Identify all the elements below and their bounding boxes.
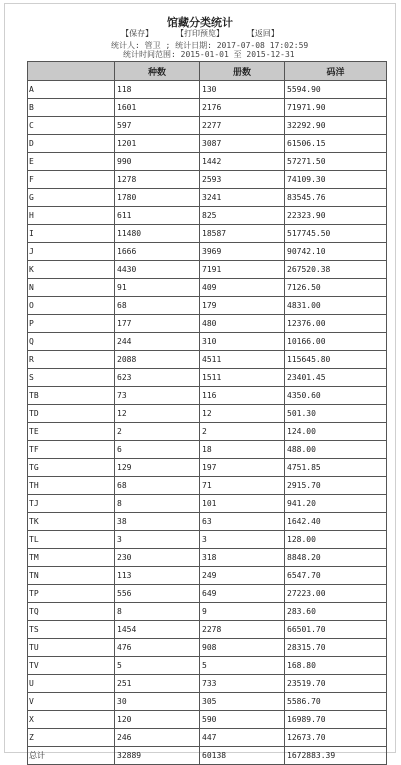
cell-titles: 4430 xyxy=(115,261,200,279)
cell-volumes: 3 xyxy=(200,531,285,549)
cell-volumes: 318 xyxy=(200,549,285,567)
table-row xyxy=(28,423,387,441)
cell-titles: 1278 xyxy=(115,171,200,189)
table-row xyxy=(28,567,387,585)
cell-category: TQ xyxy=(28,603,115,621)
cell-volumes: 2593 xyxy=(200,171,285,189)
header-volumes: 册数 xyxy=(200,62,285,81)
cell-price: 66501.70 xyxy=(285,621,387,639)
cell-price: 168.80 xyxy=(285,657,387,675)
cell-volumes: 310 xyxy=(200,333,285,351)
table-row xyxy=(28,207,387,225)
table-row xyxy=(28,459,387,477)
cell-category: TJ xyxy=(28,495,115,513)
cell-category: S xyxy=(28,369,115,387)
cell-price: 283.60 xyxy=(285,603,387,621)
cell-category: TK xyxy=(28,513,115,531)
cell-category: TE xyxy=(28,423,115,441)
cell-price: 23519.70 xyxy=(285,675,387,693)
cell-titles: 120 xyxy=(115,711,200,729)
cell-volumes: 3087 xyxy=(200,135,285,153)
table-row xyxy=(28,387,387,405)
cell-price: 23401.45 xyxy=(285,369,387,387)
table-row xyxy=(28,477,387,495)
cell-volumes: 116 xyxy=(200,387,285,405)
cell-category: I xyxy=(28,225,115,243)
cell-category: Z xyxy=(28,729,115,747)
cell-price: 501.30 xyxy=(285,405,387,423)
action-bar xyxy=(5,28,395,39)
table-row xyxy=(28,603,387,621)
stat-range: 统计时间范围: 2015-01-01 至 2015-12-31 xyxy=(123,50,295,59)
cell-titles: 38 xyxy=(115,513,200,531)
cell-category: J xyxy=(28,243,115,261)
cell-price: 4751.85 xyxy=(285,459,387,477)
table-row xyxy=(28,189,387,207)
cell-price: 115645.80 xyxy=(285,351,387,369)
cell-price: 941.20 xyxy=(285,495,387,513)
table-row xyxy=(28,225,387,243)
table-row xyxy=(28,117,387,135)
cell-volumes: 249 xyxy=(200,567,285,585)
cell-volumes: 305 xyxy=(200,693,285,711)
cell-titles: 1601 xyxy=(115,99,200,117)
table-row xyxy=(28,405,387,423)
cell-price: 22323.90 xyxy=(285,207,387,225)
cell-category: X xyxy=(28,711,115,729)
cell-price: 10166.00 xyxy=(285,333,387,351)
cell-price: 74109.30 xyxy=(285,171,387,189)
cell-titles: 30 xyxy=(115,693,200,711)
cell-titles: 246 xyxy=(115,729,200,747)
cell-volumes: 9 xyxy=(200,603,285,621)
cell-category: O xyxy=(28,297,115,315)
cell-price: 57271.50 xyxy=(285,153,387,171)
cell-titles: 2 xyxy=(115,423,200,441)
cell-volumes: 197 xyxy=(200,459,285,477)
cell-volumes: 3969 xyxy=(200,243,285,261)
cell-price: 267520.38 xyxy=(285,261,387,279)
table-header-row xyxy=(28,62,387,81)
table-row xyxy=(28,729,387,747)
page-title: 馆藏分类统计 xyxy=(167,17,233,29)
cell-titles: 73 xyxy=(115,387,200,405)
cell-volumes: 590 xyxy=(200,711,285,729)
cell-price: 61506.15 xyxy=(285,135,387,153)
cell-category: Q xyxy=(28,333,115,351)
cell-titles: 113 xyxy=(115,567,200,585)
cell-volumes: 60138 xyxy=(200,747,285,765)
cell-titles: 1454 xyxy=(115,621,200,639)
cell-volumes: 7191 xyxy=(200,261,285,279)
cell-titles: 32889 xyxy=(115,747,200,765)
cell-titles: 476 xyxy=(115,639,200,657)
cell-titles: 8 xyxy=(115,603,200,621)
cell-price: 16989.70 xyxy=(285,711,387,729)
cell-category: TN xyxy=(28,567,115,585)
cell-price: 32292.90 xyxy=(285,117,387,135)
cell-volumes: 4511 xyxy=(200,351,285,369)
back-link[interactable]: 【返回】 xyxy=(246,29,279,38)
cell-volumes: 18 xyxy=(200,441,285,459)
table-row xyxy=(28,549,387,567)
cell-price: 7126.50 xyxy=(285,279,387,297)
cell-titles: 611 xyxy=(115,207,200,225)
cell-volumes: 480 xyxy=(200,315,285,333)
cell-category: H xyxy=(28,207,115,225)
cell-price: 1642.40 xyxy=(285,513,387,531)
cell-price: 4831.00 xyxy=(285,297,387,315)
table-row xyxy=(28,693,387,711)
cell-category: G xyxy=(28,189,115,207)
cell-titles: 118 xyxy=(115,81,200,99)
cell-price: 4350.60 xyxy=(285,387,387,405)
header-price: 码洋 xyxy=(285,62,387,81)
cell-volumes: 447 xyxy=(200,729,285,747)
cell-category: D xyxy=(28,135,115,153)
cell-category: 总计 xyxy=(28,747,115,765)
cell-price: 12673.70 xyxy=(285,729,387,747)
cell-titles: 623 xyxy=(115,369,200,387)
cell-price: 83545.76 xyxy=(285,189,387,207)
table-row xyxy=(28,531,387,549)
cell-category: R xyxy=(28,351,115,369)
cell-volumes: 2278 xyxy=(200,621,285,639)
cell-category: TM xyxy=(28,549,115,567)
cell-category: E xyxy=(28,153,115,171)
cell-category: TS xyxy=(28,621,115,639)
cell-price: 90742.10 xyxy=(285,243,387,261)
cell-category: V xyxy=(28,693,115,711)
cell-titles: 68 xyxy=(115,297,200,315)
table-row xyxy=(28,135,387,153)
cell-volumes: 825 xyxy=(200,207,285,225)
table-row xyxy=(28,81,387,99)
cell-volumes: 18587 xyxy=(200,225,285,243)
cell-titles: 251 xyxy=(115,675,200,693)
cell-price: 124.00 xyxy=(285,423,387,441)
cell-category: A xyxy=(28,81,115,99)
cell-category: N xyxy=(28,279,115,297)
table-row xyxy=(28,513,387,531)
table-row xyxy=(28,657,387,675)
table-row xyxy=(28,243,387,261)
table-row xyxy=(28,333,387,351)
table-row xyxy=(28,621,387,639)
cell-volumes: 3241 xyxy=(200,189,285,207)
cell-category: U xyxy=(28,675,115,693)
cell-volumes: 2 xyxy=(200,423,285,441)
cell-titles: 91 xyxy=(115,279,200,297)
cell-titles: 3 xyxy=(115,531,200,549)
cell-titles: 244 xyxy=(115,333,200,351)
print-preview-link[interactable]: 【打印预览】 xyxy=(176,29,224,38)
cell-price: 12376.00 xyxy=(285,315,387,333)
cell-titles: 11480 xyxy=(115,225,200,243)
table-row xyxy=(28,495,387,513)
cell-titles: 129 xyxy=(115,459,200,477)
classification-table xyxy=(27,61,387,765)
cell-titles: 1201 xyxy=(115,135,200,153)
table-row xyxy=(28,153,387,171)
save-link[interactable]: 【保存】 xyxy=(121,29,154,38)
table-row xyxy=(28,171,387,189)
cell-price: 71971.90 xyxy=(285,99,387,117)
table-row xyxy=(28,261,387,279)
cell-volumes: 63 xyxy=(200,513,285,531)
table-row xyxy=(28,675,387,693)
cell-volumes: 733 xyxy=(200,675,285,693)
cell-titles: 597 xyxy=(115,117,200,135)
cell-category: TB xyxy=(28,387,115,405)
table-row xyxy=(28,315,387,333)
cell-price: 27223.00 xyxy=(285,585,387,603)
table-row xyxy=(28,711,387,729)
cell-volumes: 1511 xyxy=(200,369,285,387)
table-row xyxy=(28,639,387,657)
cell-price: 8848.20 xyxy=(285,549,387,567)
cell-titles: 556 xyxy=(115,585,200,603)
cell-volumes: 1442 xyxy=(200,153,285,171)
cell-category: K xyxy=(28,261,115,279)
cell-price: 1672883.39 xyxy=(285,747,387,765)
stat-info: 统计人: 管卫 ; 统计日期: 2017-07-08 17:02:59 xyxy=(111,41,309,50)
cell-volumes: 2176 xyxy=(200,99,285,117)
cell-category: TF xyxy=(28,441,115,459)
cell-category: TD xyxy=(28,405,115,423)
cell-volumes: 71 xyxy=(200,477,285,495)
table-row xyxy=(28,297,387,315)
header-titles: 种数 xyxy=(115,62,200,81)
cell-titles: 12 xyxy=(115,405,200,423)
cell-volumes: 5 xyxy=(200,657,285,675)
cell-price: 5586.70 xyxy=(285,693,387,711)
cell-volumes: 101 xyxy=(200,495,285,513)
table-row xyxy=(28,351,387,369)
cell-price: 488.00 xyxy=(285,441,387,459)
cell-category: F xyxy=(28,171,115,189)
cell-titles: 1780 xyxy=(115,189,200,207)
cell-category: C xyxy=(28,117,115,135)
cell-volumes: 649 xyxy=(200,585,285,603)
cell-price: 5594.90 xyxy=(285,81,387,99)
cell-price: 28315.70 xyxy=(285,639,387,657)
cell-price: 2915.70 xyxy=(285,477,387,495)
cell-titles: 8 xyxy=(115,495,200,513)
cell-volumes: 908 xyxy=(200,639,285,657)
cell-category: TU xyxy=(28,639,115,657)
table-row xyxy=(28,585,387,603)
cell-price: 128.00 xyxy=(285,531,387,549)
cell-category: TG xyxy=(28,459,115,477)
cell-titles: 6 xyxy=(115,441,200,459)
table-row xyxy=(28,279,387,297)
cell-category: TP xyxy=(28,585,115,603)
header-category xyxy=(28,62,115,81)
cell-price: 517745.50 xyxy=(285,225,387,243)
cell-volumes: 130 xyxy=(200,81,285,99)
cell-volumes: 409 xyxy=(200,279,285,297)
cell-category: TV xyxy=(28,657,115,675)
cell-volumes: 179 xyxy=(200,297,285,315)
table-row xyxy=(28,441,387,459)
cell-price: 6547.70 xyxy=(285,567,387,585)
table-row xyxy=(28,369,387,387)
cell-titles: 2088 xyxy=(115,351,200,369)
cell-category: B xyxy=(28,99,115,117)
cell-titles: 177 xyxy=(115,315,200,333)
cell-category: TH xyxy=(28,477,115,495)
table-body xyxy=(28,81,387,765)
cell-titles: 1666 xyxy=(115,243,200,261)
cell-titles: 990 xyxy=(115,153,200,171)
table-row xyxy=(28,747,387,765)
cell-volumes: 2277 xyxy=(200,117,285,135)
cell-titles: 5 xyxy=(115,657,200,675)
table-row xyxy=(28,99,387,117)
cell-category: TL xyxy=(28,531,115,549)
cell-category: P xyxy=(28,315,115,333)
cell-volumes: 12 xyxy=(200,405,285,423)
cell-titles: 68 xyxy=(115,477,200,495)
cell-titles: 230 xyxy=(115,549,200,567)
